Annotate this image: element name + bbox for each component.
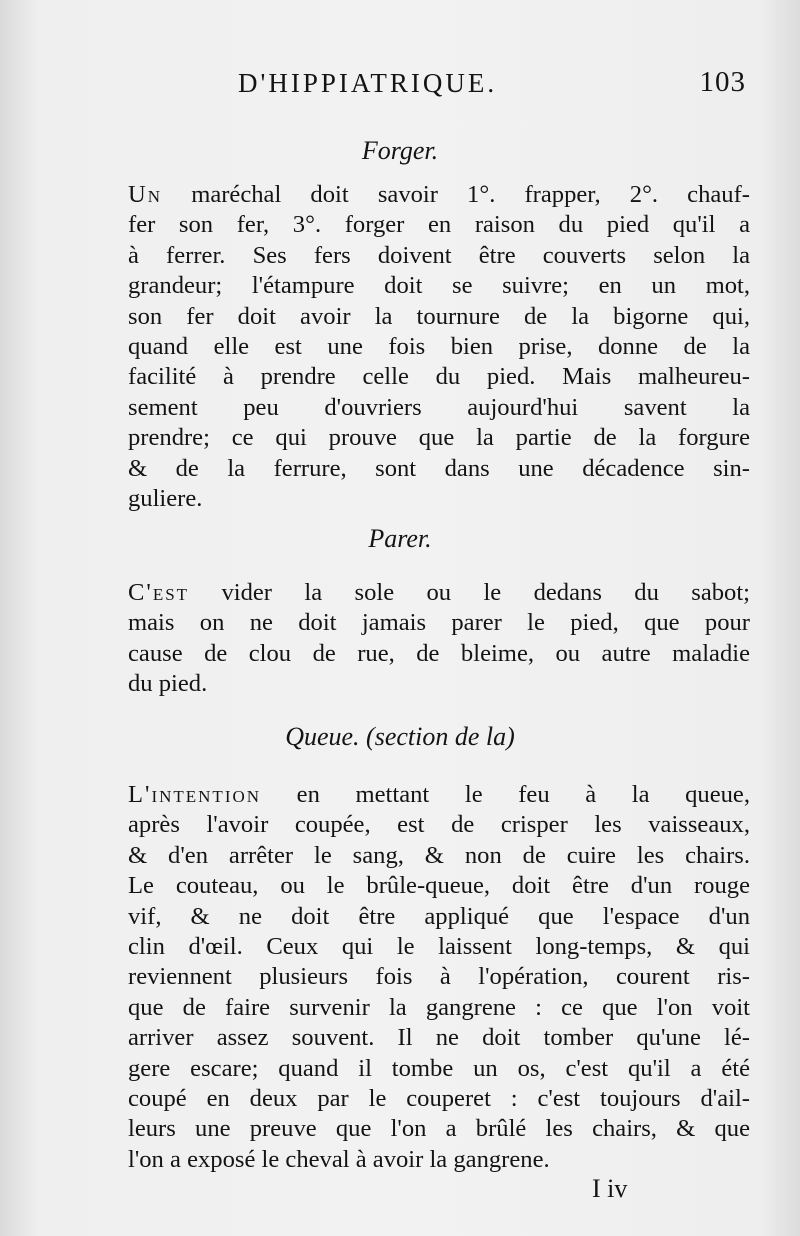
text-line: L'intention en mettant le feu à la queue, xyxy=(128,781,750,808)
paragraph-forger xyxy=(128,180,750,514)
text-line: & de la ferrure, sont dans une décadence sin- xyxy=(128,454,750,482)
text-line: après l'avoir coupée, est de crisper les vaisseaux, xyxy=(128,811,750,839)
text-line: coupé en deux par le couperet : c'est toujours d'ail- xyxy=(128,1085,750,1113)
running-title: D'HIPPIATRIQUE. xyxy=(238,68,498,98)
text-line: facilité à prendre celle du pied. Mais malheureu- xyxy=(128,363,750,391)
text-line: & d'en arrêter le sang, & non de cuire les chairs. xyxy=(128,841,750,869)
text-line: mais on ne doit jamais parer le pied, que pour xyxy=(128,609,750,637)
text-line: gere escare; quand il tombe un os, c'est qu'il a été xyxy=(128,1054,750,1082)
lead-word: L'intention xyxy=(128,781,262,808)
section-heading-parer: Parer. xyxy=(368,524,432,553)
text-line: sement peu d'ouvriers aujourd'hui savent la xyxy=(128,393,750,421)
paragraph-queue xyxy=(128,780,750,1175)
text-line: Le couteau, ou le brûle-queue, doit être d'un rouge xyxy=(128,872,750,900)
text-line: cause de clou de rue, de bleime, ou autre maladie xyxy=(128,639,750,667)
text-line: à ferrer. Ses fers doivent être couverts selon la xyxy=(128,241,750,269)
text-line: fer son fer, 3°. forger en raison du pied qu'il a xyxy=(128,211,750,239)
text-line: que de faire survenir la gangrene : ce que l'on voit xyxy=(128,993,750,1021)
text-line: grandeur; l'étampure doit se suivre; en un mot, xyxy=(128,272,750,300)
text-line: C'est vider la sole ou le dedans du sabot; xyxy=(128,579,750,606)
text-line: leurs une preuve que l'on a brûlé les chairs, & que xyxy=(128,1115,750,1143)
paragraph-parer xyxy=(128,578,750,700)
text-line: arriver assez souvent. Il ne doit tomber qu'une lé- xyxy=(128,1024,750,1052)
text-line: Un maréchal doit savoir 1°. frapper, 2°. chauf- xyxy=(128,181,750,208)
text-line: guliere. xyxy=(128,485,203,513)
lead-word: C'est xyxy=(128,579,190,606)
section-heading-queue: Queue. (section de la) xyxy=(285,722,515,751)
text-line: clin d'œil. Ceux qui le laissent long-temps, & qui xyxy=(128,933,750,961)
text-line: du pied. xyxy=(128,670,208,698)
catchword: I iv xyxy=(592,1174,628,1203)
section-heading-forger: Forger. xyxy=(361,136,439,165)
text-line: vif, & ne doit être appliqué que l'espace d'un xyxy=(128,902,750,930)
text-line: quand elle est une fois bien prise, donne de la xyxy=(128,333,750,361)
text-line: reviennent plusieurs fois à l'opération, courent ris- xyxy=(128,963,750,991)
page-number: 103 xyxy=(699,66,746,98)
running-head xyxy=(238,68,748,108)
text-line: l'on a exposé le cheval à avoir la gangrene. xyxy=(128,1145,550,1173)
text-line: prendre; ce qui prouve que la partie de la forgure xyxy=(128,424,750,452)
lead-word: Un xyxy=(128,181,163,208)
text-line: son fer doit avoir la tournure de la bigorne qui, xyxy=(128,302,750,330)
